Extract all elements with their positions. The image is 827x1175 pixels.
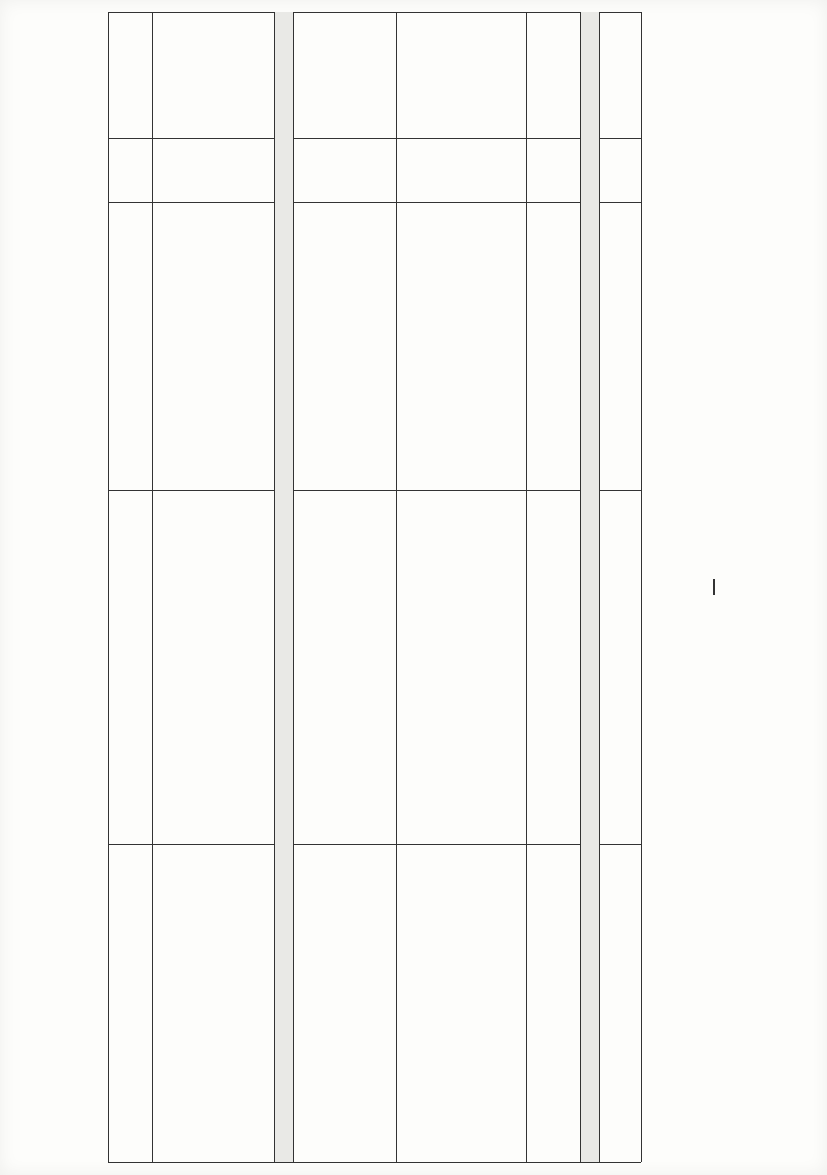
section-band-2 xyxy=(274,12,294,1162)
table-border-bottom xyxy=(108,1162,641,1163)
row-divider-2 xyxy=(396,12,397,1162)
row-divider-1 xyxy=(152,12,153,1162)
rotated-table xyxy=(108,12,641,1162)
row-divider-3 xyxy=(526,12,527,1162)
table-border-left xyxy=(108,12,109,1162)
table-border-top xyxy=(108,12,641,13)
table-border-right xyxy=(641,12,642,1162)
column-divider-3 xyxy=(108,490,641,491)
column-divider-1 xyxy=(108,138,641,139)
column-divider-2 xyxy=(108,202,641,203)
column-divider-4 xyxy=(108,844,641,845)
page-number xyxy=(701,579,715,595)
section-band-1 xyxy=(580,12,600,1162)
